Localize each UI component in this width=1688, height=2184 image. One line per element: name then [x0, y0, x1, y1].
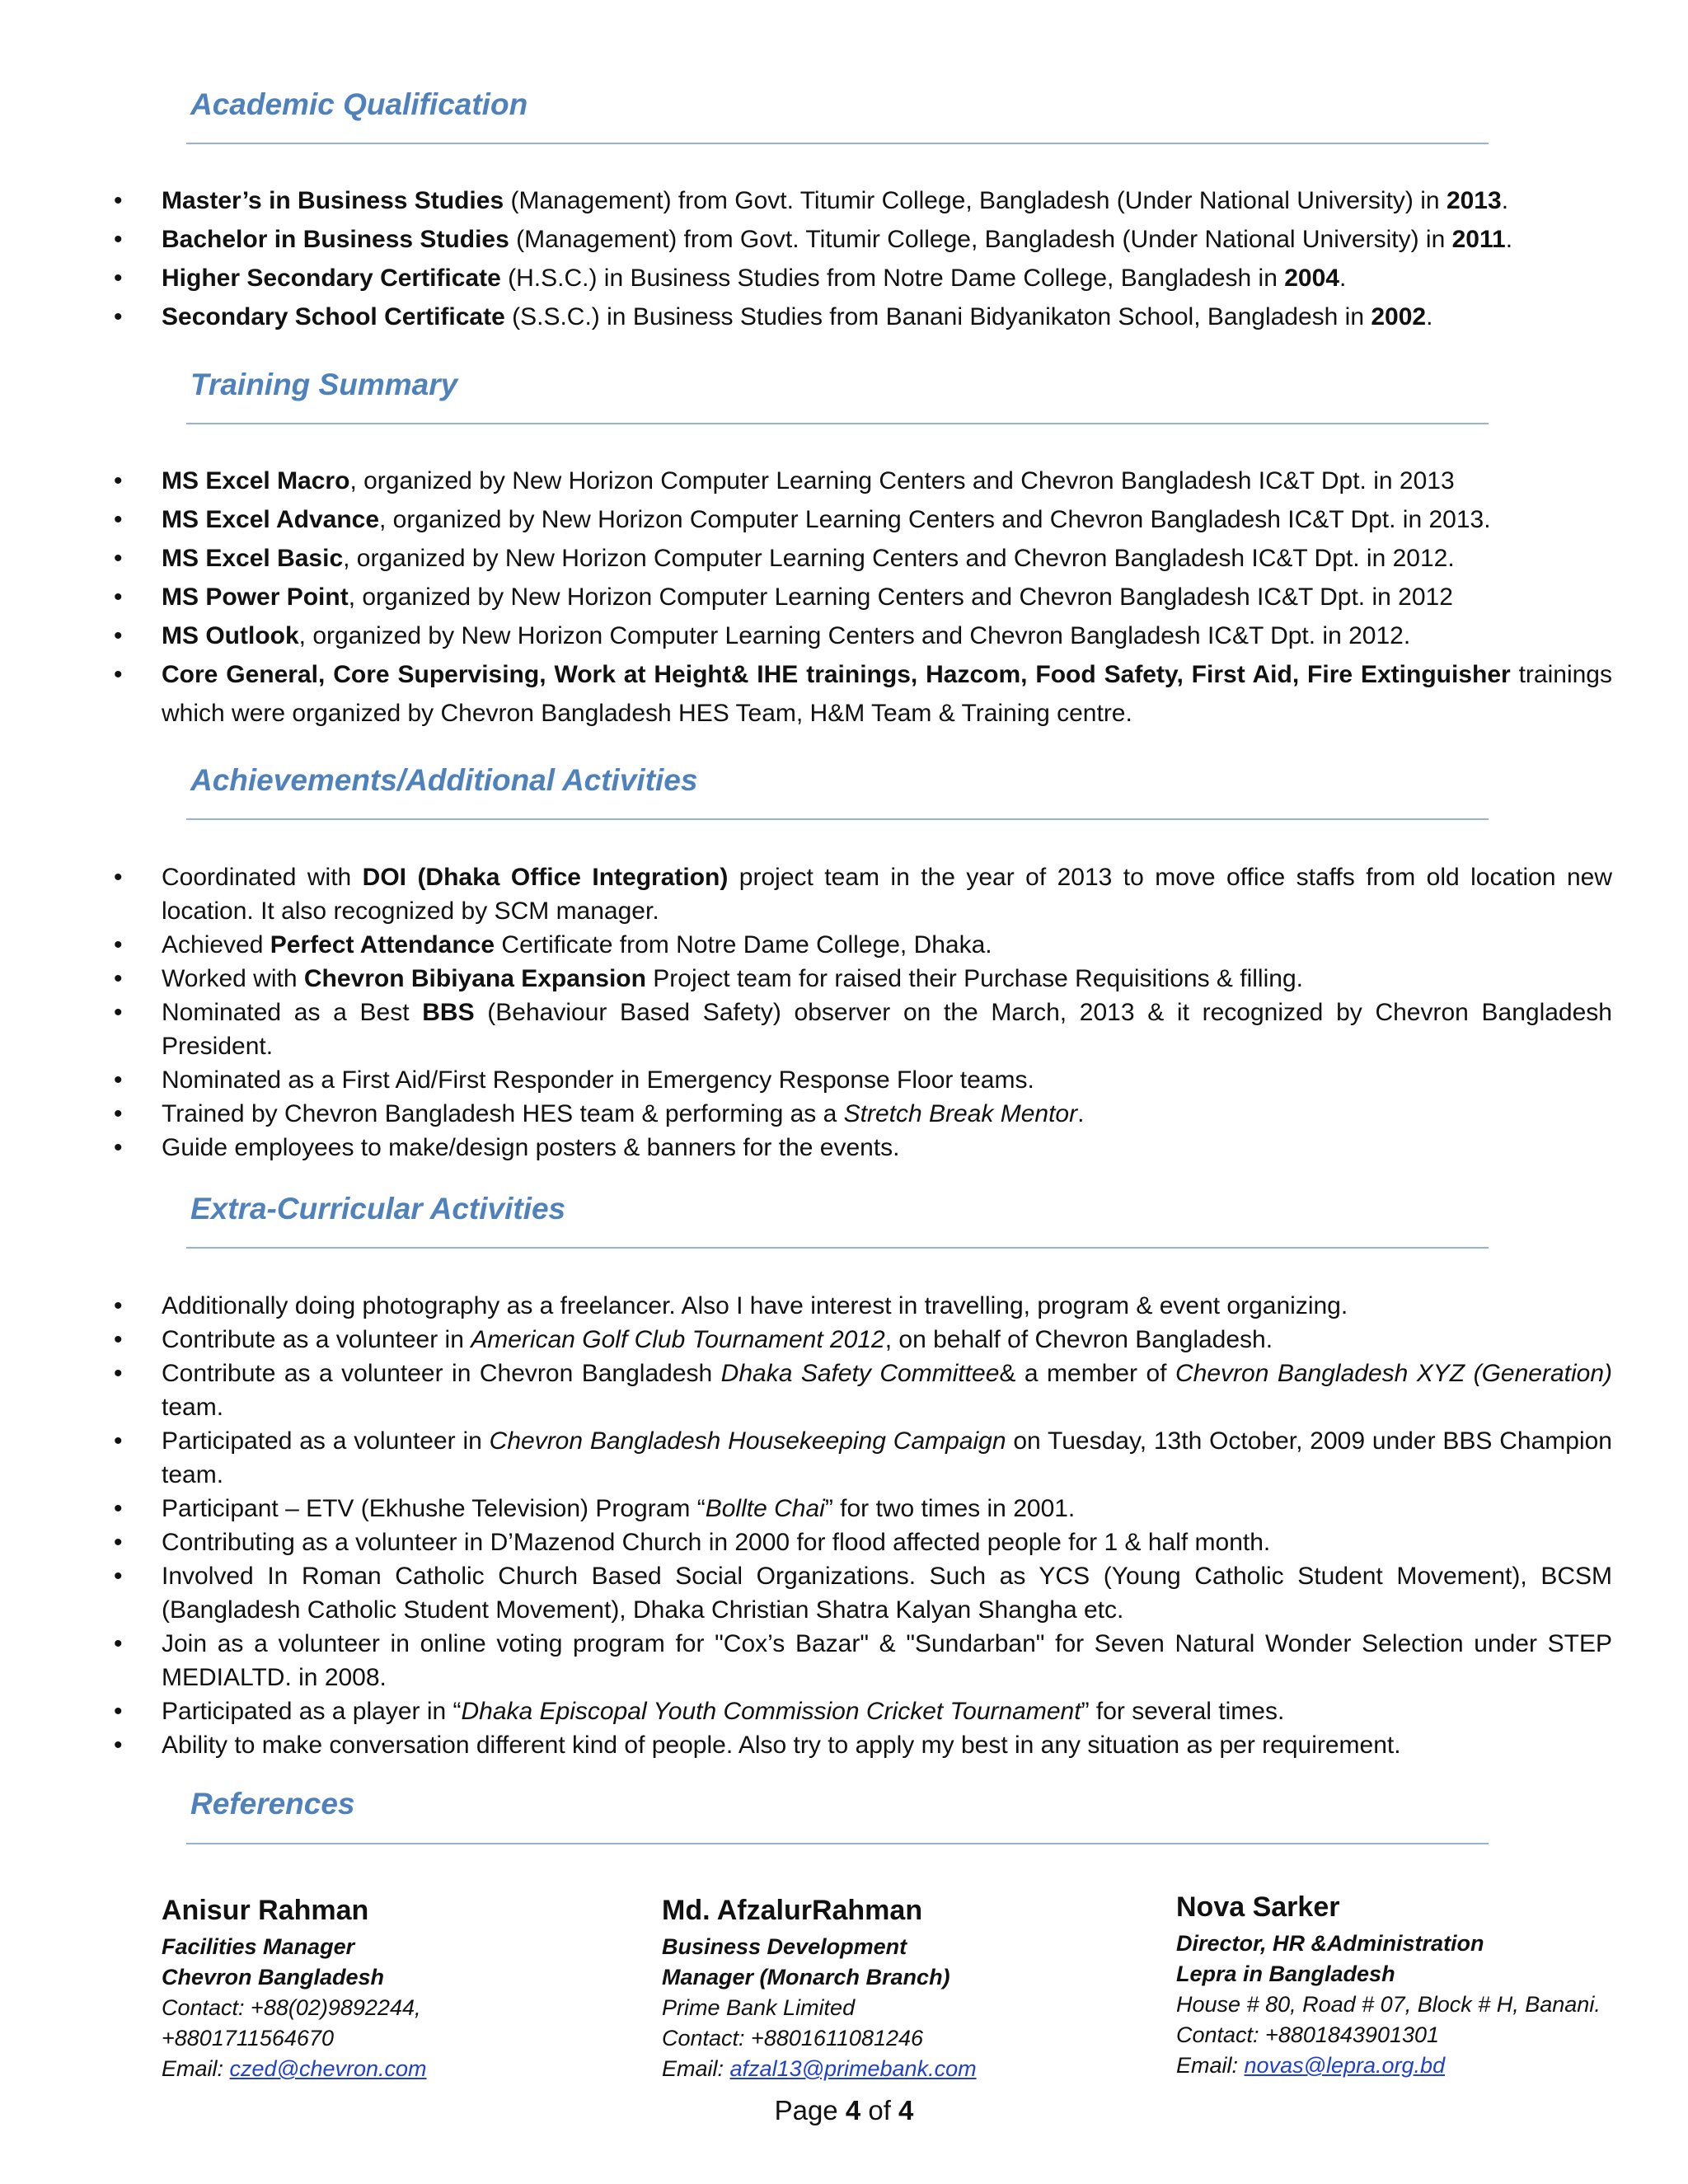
reference-contact-2: +8801711564670 [162, 2026, 334, 2050]
academic-list [0, 181, 1688, 336]
reference-name: Nova Sarker [1176, 1891, 1340, 1923]
list-item: • Secondary School Certificate (S.S.C.) in Business Studies from Banani Bidyanikaton School, Bangladesh in 2002. [0, 298, 1688, 336]
achievements-heading: Achievements/Additional Activities [190, 763, 698, 797]
reference-email-link[interactable]: novas@lepra.org.bd [1244, 2053, 1446, 2078]
references-heading: References [190, 1787, 355, 1821]
reference-card-3 [1176, 1889, 1687, 2081]
reference-contact: Contact: +88(02)9892244, [162, 1995, 421, 2020]
list-item: • Guide employees to make/design posters & banners for the events. [0, 1131, 1688, 1165]
reference-email-link[interactable]: afzal13@primebank.com [729, 2056, 977, 2081]
extra-list [0, 1289, 1688, 1762]
list-item: • Participated as a volunteer in Chevron Bangladesh Housekeeping Campaign on Tuesday, 13th October, 2009 under BBS Champion team. [0, 1424, 1688, 1492]
list-item: • Achieved Perfect Attendance Certificate from Notre Dame College, Dhaka. [0, 928, 1688, 962]
training-heading: Training Summary [190, 368, 458, 401]
list-item: • Coordinated with DOI (Dhaka Office Integration) project team in the year of 2013 to move office staffs from old location new location. It also recognized by SCM manager. [0, 860, 1688, 928]
reference-email-row: Email: czed@chevron.com [162, 2056, 427, 2081]
reference-role: Business Development [662, 1934, 907, 1959]
references-rule [186, 1843, 1489, 1844]
list-item: • MS Excel Advance, organized by New Horizon Computer Learning Centers and Chevron Bangladesh IC&T Dpt. in 2013. [0, 500, 1688, 539]
page-number: Page 4 of 4 [774, 2095, 914, 2125]
list-item: • MS Excel Macro, organized by New Horizon Computer Learning Centers and Chevron Bangladesh IC&T Dpt. in 2013 [0, 462, 1688, 500]
list-item: • Ability to make conversation different kind of people. Also try to apply my best in any situation as per requirement. [0, 1728, 1688, 1762]
reference-name: Md. AfzalurRahman [662, 1895, 923, 1926]
list-item: • Bachelor in Business Studies (Management) from Govt. Titumir College, Bangladesh (Under National University) in 2011. [0, 220, 1688, 259]
list-item: • MS Power Point, organized by New Horizon Computer Learning Centers and Chevron Bangladesh IC&T Dpt. in 2012 [0, 578, 1688, 616]
extra-rule [186, 1247, 1489, 1249]
reference-email-row: Email: novas@lepra.org.bd [1176, 2053, 1446, 2078]
list-item: • Contribute as a volunteer in Chevron Bangladesh Dhaka Safety Committee& a member of Chevron Bangladesh XYZ (Generation) team. [0, 1357, 1688, 1424]
reference-org: Prime Bank Limited [662, 1995, 856, 2020]
list-item: • Core General, Core Supervising, Work at Height& IHE trainings, Hazcom, Food Safety, First Aid, Fire Extinguisher trainings which were organized by Chevron Bangladesh HES Team, H&M Team & Training centre. [0, 655, 1688, 733]
reference-card-2 [662, 1892, 1173, 2084]
reference-contact: Contact: +8801611081246 [662, 2026, 924, 2050]
reference-name: Anisur Rahman [162, 1895, 369, 1926]
list-item: • Higher Secondary Certificate (H.S.C.) in Business Studies from Notre Dame College, Bangladesh in 2004. [0, 259, 1688, 298]
reference-org: Chevron Bangladesh [162, 1965, 385, 1990]
extra-heading: Extra-Curricular Activities [190, 1192, 566, 1226]
list-item: • Nominated as a First Aid/First Responder in Emergency Response Floor teams. [0, 1063, 1688, 1097]
list-item: • Participated as a player in “Dhaka Episcopal Youth Commission Cricket Tournament” for several times. [0, 1694, 1688, 1728]
list-item: • Join as a volunteer in online voting program for "Cox’s Bazar" & "Sundarban" for Seven Natural Wonder Selection under STEP MEDIALTD. in 2008. [0, 1627, 1688, 1694]
list-item: • Contribute as a volunteer in American Golf Club Tournament 2012, on behalf of Chevron Bangladesh. [0, 1323, 1688, 1357]
reference-org: Lepra in Bangladesh [1176, 1961, 1395, 1986]
reference-contact: Contact: +8801843901301 [1176, 2022, 1440, 2047]
achievements-rule [186, 818, 1489, 820]
achievements-list [0, 860, 1688, 1165]
reference-role: Director, HR &Administration [1176, 1931, 1484, 1956]
reference-address: House # 80, Road # 07, Block # H, Banani. [1176, 1992, 1601, 2017]
academic-rule [186, 143, 1489, 144]
list-item: • Additionally doing photography as a freelancer. Also I have interest in travelling, program & event organizing. [0, 1289, 1688, 1323]
training-rule [186, 423, 1489, 424]
list-item: • MS Outlook, organized by New Horizon Computer Learning Centers and Chevron Bangladesh IC&T Dpt. in 2012. [0, 616, 1688, 655]
list-item: • Contributing as a volunteer in D’Mazenod Church in 2000 for flood affected people for 1 & half month. [0, 1526, 1688, 1559]
list-item: • Nominated as a Best BBS (Behaviour Based Safety) observer on the March, 2013 & it recognized by Chevron Bangladesh President. [0, 996, 1688, 1063]
reference-email-row: Email: afzal13@primebank.com [662, 2056, 977, 2081]
list-item: • Participant – ETV (Ekhushe Television) Program “Bollte Chai” for two times in 2001. [0, 1492, 1688, 1526]
list-item: • Trained by Chevron Bangladesh HES team & performing as a Stretch Break Mentor. [0, 1097, 1688, 1131]
reference-role-2: Manager (Monarch Branch) [662, 1965, 950, 1990]
list-item: • Master’s in Business Studies (Management) from Govt. Titumir College, Bangladesh (Under National University) in 2013. [0, 181, 1688, 220]
list-item: • Involved In Roman Catholic Church Based Social Organizations. Such as YCS (Young Catholic Student Movement), BCSM (Bangladesh Catholic Student Movement), Dhaka Christian Shatra Kalyan Shangha etc. [0, 1559, 1688, 1627]
academic-heading: Academic Qualification [190, 87, 528, 121]
list-item: • MS Excel Basic, organized by New Horizon Computer Learning Centers and Chevron Bangladesh IC&T Dpt. in 2012. [0, 539, 1688, 578]
reference-card-1 [162, 1892, 673, 2084]
reference-email-link[interactable]: czed@chevron.com [229, 2056, 427, 2081]
reference-role: Facilities Manager [162, 1934, 355, 1959]
training-list [0, 462, 1688, 733]
list-item: • Worked with Chevron Bibiyana Expansion Project team for raised their Purchase Requisitions & filling. [0, 962, 1688, 996]
